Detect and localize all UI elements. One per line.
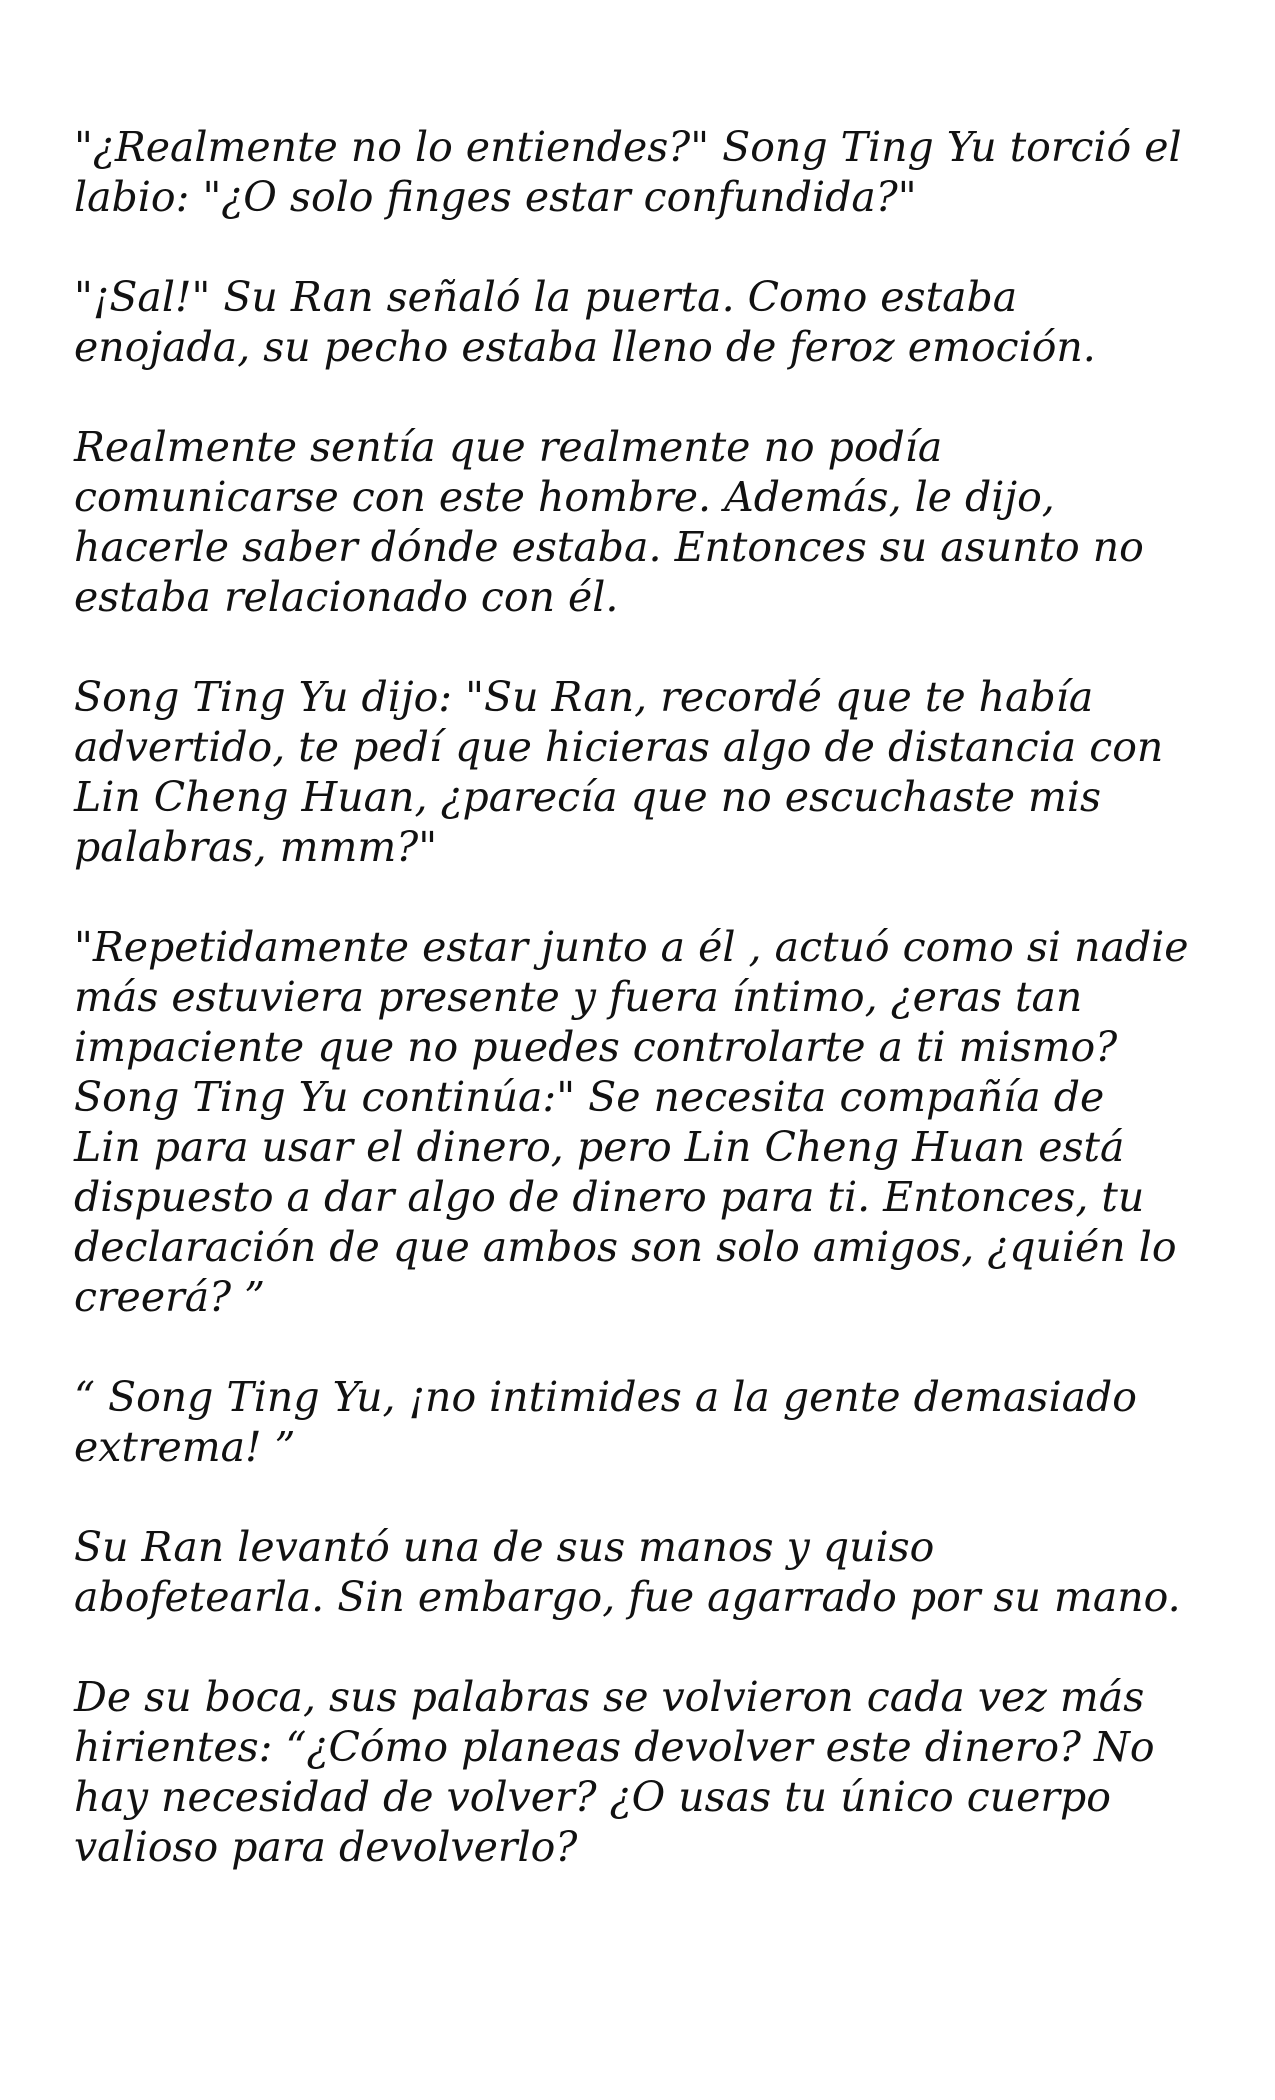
paragraph-4: Song Ting Yu dijo: "Su Ran, recordé que te había advertido, te pedí que hicieras algo de distancia con Lin Cheng Huan, ¿parecía que no escuchaste mis palabras, mmm?"	[74, 673, 1164, 871]
paragraph-8: De su boca, sus palabras se volvieron cada vez más hirientes: “¿Cómo planeas devolver este dinero? No hay necesidad de volver? ¿O usas tu único cuerpo valioso para devolverlo?	[74, 1673, 1155, 1871]
paragraph-5: "Repetidamente estar junto a él , actuó como si nadie más estuviera presente y fuera íntimo, ¿eras tan impaciente que no puedes controlarte a ti mismo? Song Ting Yu continúa:" Se necesita compañía de Lin para usar el dinero, pero Lin Cheng Huan está dispuesto a dar algo de dinero para ti. Entonces, tu declaración de que ambos son solo amigos, ¿quién lo creerá? ”	[74, 923, 1189, 1321]
paragraph-6: “ Song Ting Yu, ¡no intimides a la gente demasiado extrema! ”	[74, 1373, 1137, 1471]
paragraph-7: Su Ran levantó una de sus manos y quiso abofetearla. Sin embargo, fue agarrado por su mano.	[74, 1523, 1181, 1621]
paragraph-1: "¿Realmente no lo entiendes?" Song Ting Yu torció el labio: "¿O solo finges estar confundida?"	[74, 123, 1182, 221]
paragraph-2: "¡Sal!" Su Ran señaló la puerta. Como estaba enojada, su pecho estaba lleno de feroz emoción.	[74, 273, 1096, 371]
document-body	[74, 122, 1214, 1872]
paragraph-3: Realmente sentía que realmente no podía comunicarse con este hombre. Además, le dijo, hacerle saber dónde estaba. Entonces su asunto no estaba relacionado con él.	[74, 423, 1144, 621]
